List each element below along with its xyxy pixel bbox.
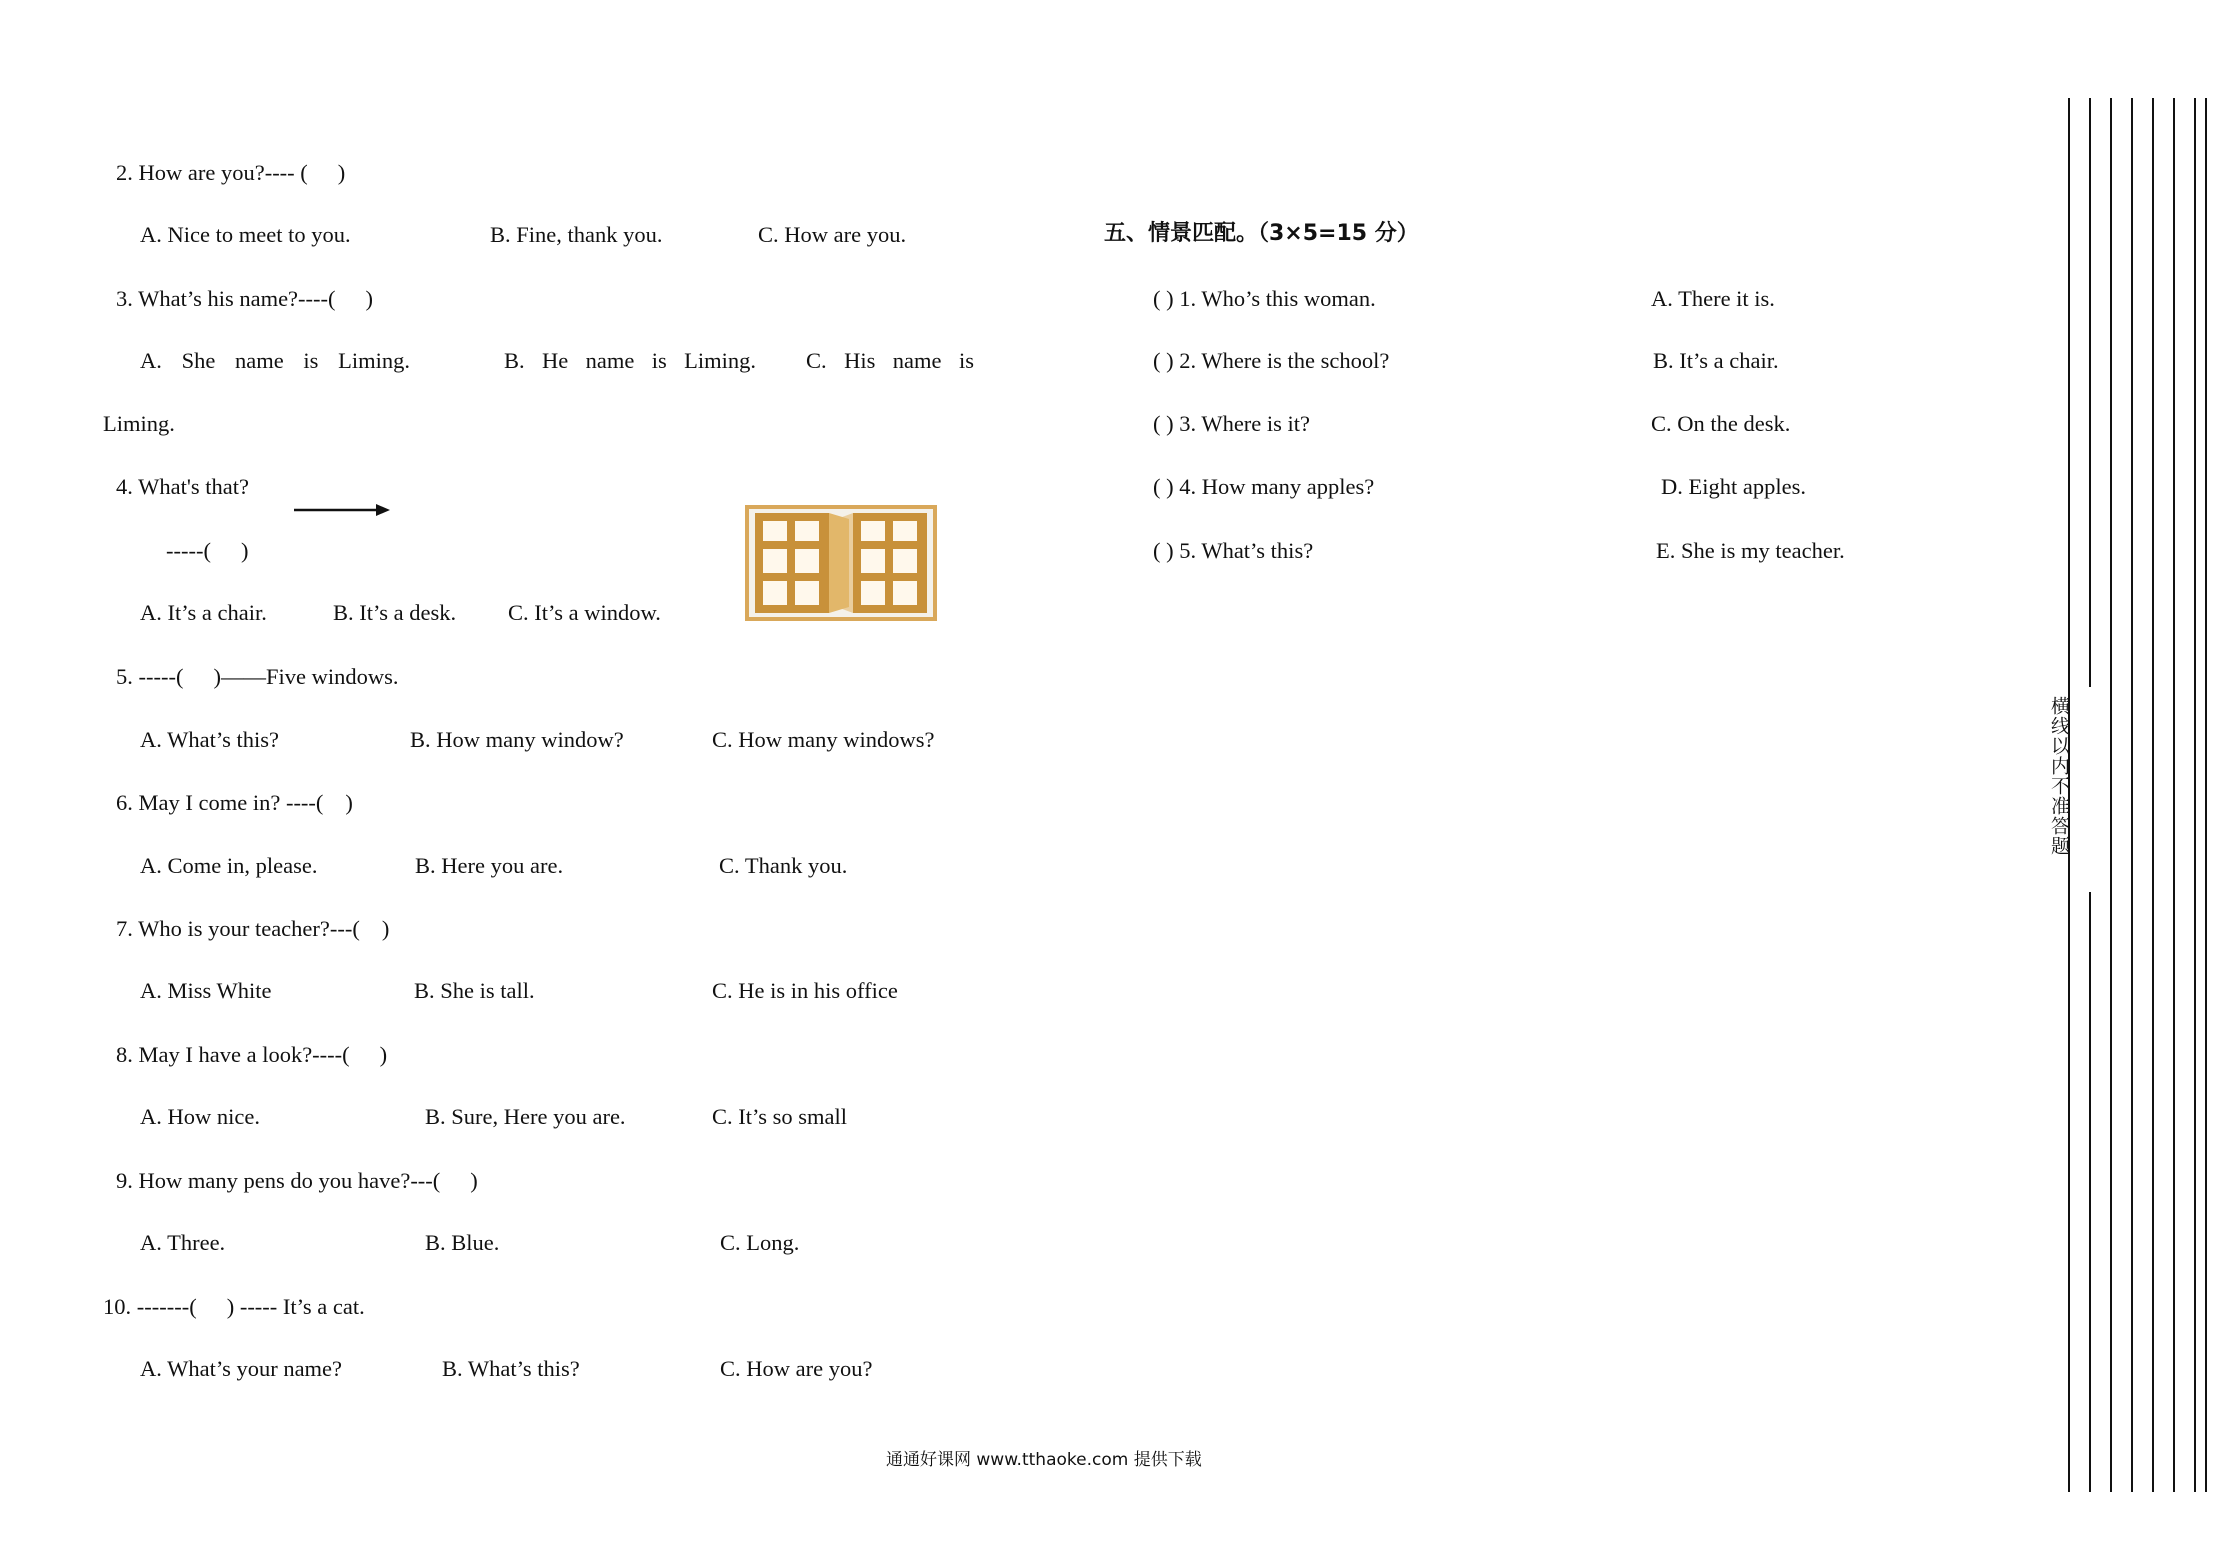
match-question-5: ( ) 5. What’s this? [1153, 538, 1314, 563]
question-stem: 10. -------( [103, 1294, 197, 1319]
option-b: B. Fine, thank you. [490, 222, 663, 247]
option-b: B. How many window? [410, 727, 624, 752]
match-answer-a: A. There it is. [1651, 286, 1775, 311]
answer-blank-close: ) ----- It’s a cat. [226, 1294, 365, 1319]
window-picture [745, 505, 937, 621]
match-answer-d: D. Eight apples. [1661, 474, 1806, 499]
answer-blank-close: )——Five windows. [213, 664, 399, 689]
match-question-3: ( ) 3. Where is it? [1153, 411, 1311, 436]
answer-blank-close: ) [345, 790, 353, 815]
match-answer-e: E. She is my teacher. [1656, 538, 1845, 563]
option-a: A. How nice. [140, 1104, 260, 1129]
question-stem: 9. How many pens do you have?---( [116, 1168, 441, 1193]
margin-line [2089, 98, 2091, 687]
question-stem: 3. What’s his name?----( [116, 286, 336, 311]
option-b: B. Blue. [425, 1230, 500, 1255]
question-stem: 6. May I come in? ----( [116, 790, 324, 815]
answer-blank-close: ) [470, 1168, 478, 1193]
question-stem: 2. How are you?---- ( [116, 160, 308, 185]
match-question-2: ( ) 2. Where is the school? [1153, 348, 1390, 373]
answer-blank-close: ) [381, 916, 390, 941]
margin-line [2152, 98, 2154, 1492]
answer-blank-close: ) [365, 286, 374, 311]
answer-blank-close: ) [379, 1042, 388, 1067]
margin-note: 横线以内不准答题 [2048, 696, 2070, 856]
match-answer-b: B. It’s a chair. [1653, 348, 1779, 373]
option-c: C. His name is [806, 348, 974, 373]
option-b: B. She is tall. [414, 978, 535, 1003]
option-a: A. Three. [140, 1230, 226, 1255]
option-c: C. How are you? [720, 1356, 873, 1381]
match-answer-c: C. On the desk. [1651, 411, 1791, 436]
margin-line [2089, 892, 2091, 1492]
option-c: C. Thank you. [719, 853, 848, 878]
margin-line [2205, 98, 2207, 1492]
option-b: B. It’s a desk. [333, 600, 457, 625]
option-a: A. It’s a chair. [140, 600, 267, 625]
option-a: A. Come in, please. [140, 853, 318, 878]
match-question-4: ( ) 4. How many apples? [1153, 474, 1375, 499]
option-a: A. Miss White [140, 978, 272, 1003]
footer-watermark: 通通好课网 www.tthaoke.com 提供下载 [886, 1450, 1202, 1470]
answer-blank-close: ) [337, 160, 346, 185]
option-c: C. How many windows? [712, 727, 935, 752]
answer-blank: -----( [166, 538, 211, 563]
question-stem: 8. May I have a look?----( [116, 1042, 350, 1067]
option-a: A. What’s this? [140, 727, 279, 752]
option-b: B. He name is Liming. [504, 348, 756, 373]
margin-line [2194, 98, 2196, 1492]
option-a: A. Nice to meet to you. [140, 222, 351, 247]
option-c-wrap: Liming. [103, 411, 175, 436]
option-c: C. He is in his office [712, 978, 898, 1003]
margin-line [2131, 98, 2133, 1492]
option-c: C. How are you. [758, 222, 907, 247]
question-stem: 7. Who is your teacher?---( [116, 916, 360, 941]
answer-blank-close: ) [240, 538, 249, 563]
option-c: C. Long. [720, 1230, 800, 1255]
option-b: B. What’s this? [442, 1356, 580, 1381]
option-c: C. It’s a window. [508, 600, 661, 625]
option-a: A. She name is Liming. [140, 348, 410, 373]
margin-line [2173, 98, 2175, 1492]
margin-line [2110, 98, 2112, 1492]
option-b: B. Here you are. [415, 853, 564, 878]
question-stem: 5. -----( [116, 664, 184, 689]
question-stem: 4. What's that? [116, 474, 249, 499]
section-heading: 五、情景匹配。（3×5=15 分） [1104, 221, 1419, 246]
arrow-right-icon [292, 500, 392, 520]
match-question-1: ( ) 1. Who’s this woman. [1153, 286, 1376, 311]
option-a: A. What’s your name? [140, 1356, 343, 1381]
option-b: B. Sure, Here you are. [425, 1104, 626, 1129]
option-c: C. It’s so small [712, 1104, 848, 1129]
